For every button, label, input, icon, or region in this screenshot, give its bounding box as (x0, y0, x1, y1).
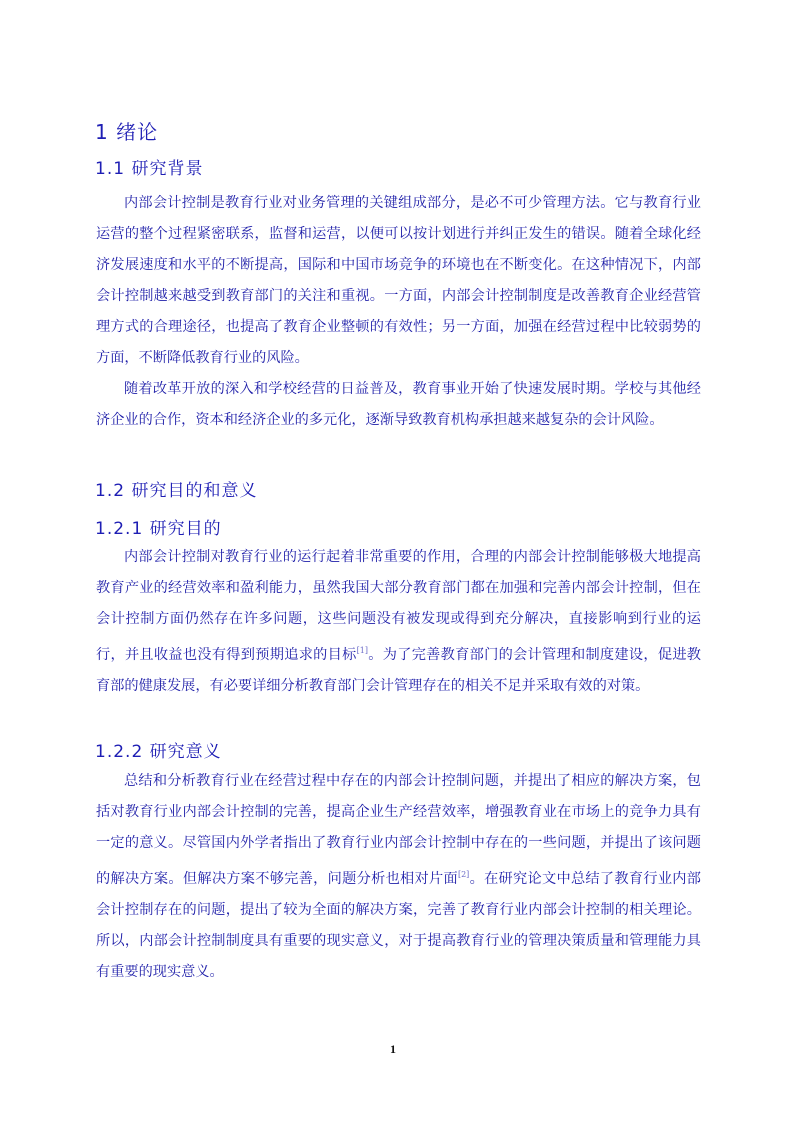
section-heading-1-2-1: 1.2.1 研究目的 (95, 519, 222, 539)
paragraph-significance-text-cont: 。在研究论文中总结了教育行业内部会计控制存在的问题，提出了较为全面的解决方案，完善了教育行业内部会计控制的相关理论。所以，内部会计控制制度具有重要的现实意义，对于提高教育行业的管理决策质量和管理能力具有重要的现实意义。 (96, 871, 701, 980)
page-number: 1 (390, 1042, 396, 1056)
section-heading-1-2: 1.2 研究目的和意义 (95, 481, 258, 501)
paragraph-significance-text: 总结和分析教育行业在经营过程中存在的内部会计控制问题，并提出了相应的解决方案，包括对教育行业内部会计控制的完善，提高企业生产经营效率，增强教育业在市场上的竞争力具有一定的意义。尽管国内外学者指出了教育行业内部会计控制中存在的一些问题，并提出了该问题的解决方案。但解决方案不够完善，问题分析也相对片面 (96, 773, 701, 887)
chapter-heading: 1 绪论 (95, 120, 159, 144)
paragraph-background-2: 随着改革开放的深入和学校经营的日益普及，教育事业开始了快速发展时期。学校与其他经济企业的合作，资本和经济企业的多元化，逐渐导致教育机构承担越来越复杂的会计风险。 (96, 381, 701, 428)
section-heading-1-2-2: 1.2.2 研究意义 (95, 742, 222, 762)
paragraph-purpose-text-cont: 。为了完善教育部门的会计管理和制度建设，促进教育部的健康发展，有必要详细分析教育部门会计管理存在的相关不足并采取有效的对策。 (96, 647, 701, 694)
paragraph-significance (96, 766, 701, 988)
section-heading-1-1: 1.1 研究背景 (95, 159, 204, 179)
citation-ref-1: [1] (356, 646, 368, 655)
paragraph-purpose (96, 542, 701, 702)
paragraph-purpose-text: 内部会计控制对教育行业的运行起着非常重要的作用，合理的内部会计控制能够极大地提高教育产业的经营效率和盈利能力，虽然我国大部分教育部门都在加强和完善内部会计控制，但在会计控制方面仍然存在许多问题，这些问题没有被发现或得到充分解决，直接影响到行业的运行，并且收益也没有得到预期追求的目标 (96, 549, 701, 663)
citation-ref-2: [2] (457, 870, 470, 879)
paragraph-background-1: 内部会计控制是教育行业对业务管理的关键组成部分，是必不可少管理方法。它与教育行业运营的整个过程紧密联系，监督和运营，以便可以按计划进行并纠正发生的错误。随着全球化经济发展速度和水平的不断提高，国际和中国市场竞争的环境也在不断变化。在这种情况下，内部会计控制越来越受到教育部门的关注和重视。一方面，内部会计控制制度是改善教育企业经营管理方式的合理途径，也提高了教育企业整顿的有效性；另一方面，加强在经营过程中比较弱势的方面，不断降低教育行业的风险。 (96, 195, 701, 366)
